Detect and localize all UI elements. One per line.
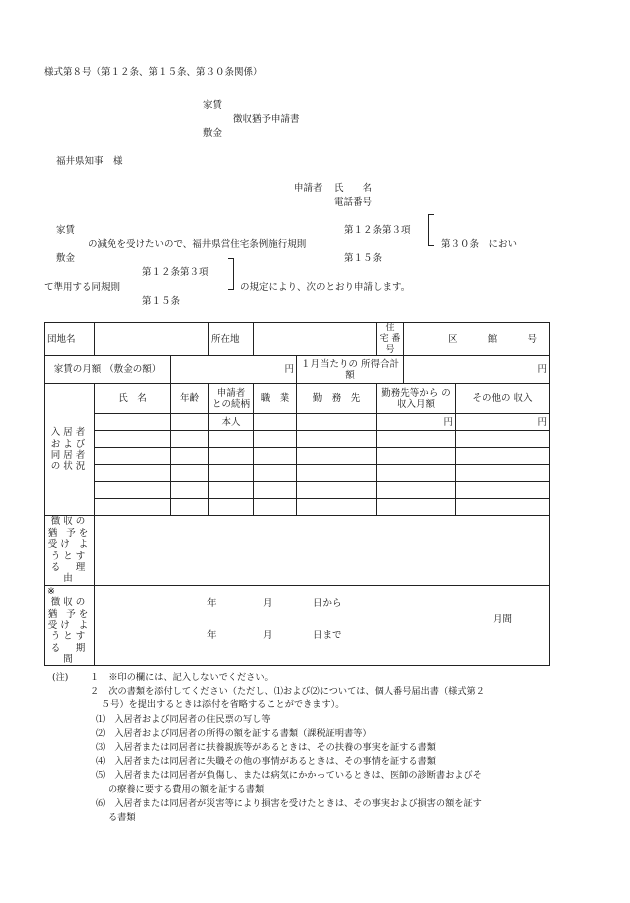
reason-label: 徴収の猶 予を受け ようとす る 理 由	[45, 516, 95, 585]
kan-label: 館	[487, 333, 498, 345]
period-to-day: 日まで	[313, 629, 342, 641]
period-label-cell	[45, 585, 101, 666]
form-number: 様式第８号（第１２条、第１５条、第３０条関係）	[44, 67, 263, 78]
cell[interactable]	[95, 465, 171, 482]
table-row	[45, 465, 550, 482]
cell[interactable]	[95, 482, 171, 499]
addressee: 福井県知事 様	[56, 156, 123, 167]
complex-name-field[interactable]	[95, 323, 209, 356]
cell[interactable]	[297, 414, 377, 431]
cell[interactable]	[171, 465, 209, 482]
cell[interactable]	[95, 431, 171, 448]
table-row	[45, 499, 550, 516]
period-mark: ※	[47, 585, 58, 597]
note-item-2: ⑵ 入居者および同居者の所得の額を証する書類（課税証明書等）	[96, 728, 372, 739]
yen-unit: 円	[284, 364, 294, 376]
body-rent: 家賃	[56, 225, 76, 236]
note-item-3: ⑶ 入居者または同居者に扶養親族等があるときは、その扶養の事実を証する書類	[96, 742, 436, 753]
cell[interactable]	[171, 414, 209, 431]
table-row	[45, 448, 550, 465]
applicant-label: 申請者	[294, 183, 323, 194]
house-number-field[interactable]	[404, 323, 550, 356]
period-from-year: 年	[207, 597, 217, 609]
cell[interactable]	[95, 414, 171, 431]
cell[interactable]	[377, 431, 456, 448]
body-art15b: 第１５条	[142, 296, 181, 307]
cell[interactable]	[297, 499, 377, 516]
col-job: 職 業	[254, 384, 297, 414]
cell[interactable]	[171, 482, 209, 499]
table-row	[45, 414, 550, 431]
body-art30: 第３０条 におい	[441, 239, 518, 250]
residents-label: 入居者 および 同居者 の状況	[45, 384, 95, 516]
cell[interactable]	[377, 465, 456, 482]
body-art12b: 第１２条第３項	[142, 267, 209, 278]
cell[interactable]	[297, 465, 377, 482]
cell[interactable]	[95, 499, 171, 516]
cell[interactable]	[209, 465, 254, 482]
ku-label: 区	[448, 333, 458, 345]
notes-title: (注)	[52, 672, 69, 683]
cell[interactable]	[254, 499, 297, 516]
yen-unit: 円	[537, 416, 548, 428]
body-prefix: て準用する同規則	[44, 282, 121, 293]
name-label: 氏 名	[334, 183, 373, 194]
cell[interactable]	[456, 465, 550, 482]
house-number-label: 住 宅 番 号	[377, 323, 404, 356]
cell[interactable]	[377, 448, 456, 465]
cell[interactable]	[209, 482, 254, 499]
col-workplace: 勤 務 先	[297, 384, 377, 414]
note-item-6b: る書類	[108, 812, 136, 823]
col-age: 年齢	[171, 384, 209, 414]
table-row	[45, 482, 550, 499]
cell[interactable]	[95, 448, 171, 465]
note-item-1: ⑴ 入居者および同居者の住民票の写し等	[96, 714, 271, 725]
note-item-6a: ⑹ 入居者または同居者が災害等により損害を受けたときは、その事実および損害の額を証す	[96, 798, 482, 809]
cell[interactable]	[456, 414, 550, 431]
brace-left	[428, 214, 434, 246]
cell[interactable]	[297, 431, 377, 448]
go-label: 号	[527, 333, 538, 345]
cell[interactable]	[456, 448, 550, 465]
cell[interactable]	[209, 431, 254, 448]
cell[interactable]	[209, 448, 254, 465]
cell[interactable]	[171, 448, 209, 465]
cell[interactable]	[456, 482, 550, 499]
period-to-month: 月	[263, 629, 273, 641]
table-row	[45, 431, 550, 448]
note-2a: ２ 次の書類を添付してください（ただし、⑴および⑵については、個人番号届出書（様式第２	[90, 686, 485, 697]
cell[interactable]	[297, 448, 377, 465]
monthly-rent-label: 家賃の月額 （敷金の額）	[45, 356, 171, 384]
body-suffix: の規定により、次のとおり申請します。	[240, 282, 411, 293]
cell[interactable]	[254, 482, 297, 499]
period-from-day: 日から	[313, 597, 342, 609]
body-art15: 第１５条	[344, 253, 383, 264]
phone-label: 電話番号	[334, 197, 373, 208]
location-label: 所在地	[209, 323, 254, 356]
self-cell: 本人	[209, 414, 254, 431]
title-rent: 家賃	[203, 100, 223, 111]
cell[interactable]	[171, 431, 209, 448]
reason-field[interactable]	[95, 516, 550, 585]
period-months: 月間	[493, 613, 513, 625]
cell[interactable]	[456, 499, 550, 516]
monthly-income-label: １月当たりの 所得合計額	[297, 356, 404, 384]
yen-unit: 円	[443, 416, 453, 428]
cell[interactable]	[377, 414, 456, 431]
form-title: 徴収猶予申請書	[233, 114, 300, 125]
note-item-4: ⑷ 入居者または同居者に失職その他の事情があるときは、その事情を証する書類	[96, 756, 436, 767]
col-income-work: 勤務先等から の収入月額	[377, 384, 456, 414]
title-deposit: 敷金	[203, 128, 223, 139]
note-item-5a: ⑸ 入居者または同居者が負傷し、または病気にかかっているときは、医師の診断書およびそ	[96, 770, 482, 781]
note-2b: ５号）を提出するときは添付を省略することができます）。	[101, 699, 345, 710]
yen-unit: 円	[537, 364, 548, 376]
cell[interactable]	[209, 499, 254, 516]
cell[interactable]	[171, 499, 209, 516]
application-table	[44, 322, 550, 666]
period-from-month: 月	[263, 597, 273, 609]
period-to-year: 年	[207, 629, 217, 641]
period-label: 徴収の猶 予を受け ようとす る 期 間	[47, 597, 101, 666]
note-item-5b: の療養に要する費用の額を証する書類	[108, 784, 265, 795]
cell[interactable]	[297, 482, 377, 499]
period-field	[95, 585, 550, 666]
monthly-rent-field[interactable]	[171, 356, 297, 384]
note-1: １ ※印の欄には、記入しないでください。	[90, 672, 274, 683]
cell[interactable]	[377, 499, 456, 516]
cell[interactable]	[254, 414, 297, 431]
col-name: 氏 名	[95, 384, 171, 414]
location-field[interactable]	[254, 323, 377, 356]
cell[interactable]	[377, 482, 456, 499]
brace-right	[228, 258, 234, 290]
col-income-other: その他の 収入	[456, 384, 550, 414]
monthly-income-field[interactable]	[404, 356, 550, 384]
cell[interactable]	[254, 465, 297, 482]
body-art12: 第１２条第３項	[344, 225, 411, 236]
complex-name-label: 団地名	[45, 323, 95, 356]
body-line1: の減免を受けたいので、福井県営住宅条例施行規則	[88, 239, 307, 250]
cell[interactable]	[456, 431, 550, 448]
col-relation: 申請者 との続柄	[209, 384, 254, 414]
body-deposit: 敷金	[56, 253, 76, 264]
cell[interactable]	[254, 431, 297, 448]
cell[interactable]	[254, 448, 297, 465]
